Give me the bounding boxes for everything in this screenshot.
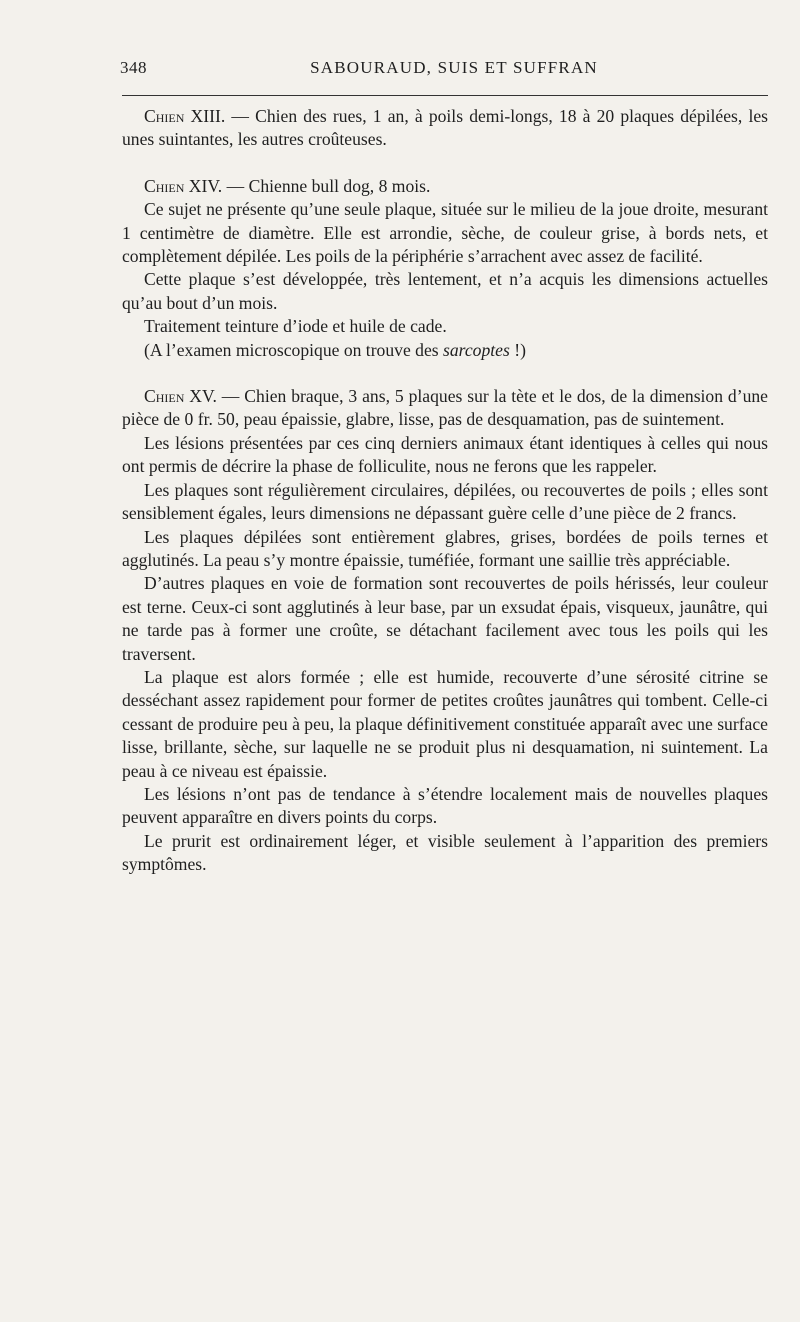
page-header — [120, 58, 768, 84]
paragraph: Les plaques sont régulièrement circulaires, dépilées, ou recouvertes de poils ; elles sont sensiblement égales, leurs dimensions ne dépassant guère celle d’une pièce de 2 francs. — [122, 479, 768, 524]
page-number: 348 — [120, 58, 147, 77]
italic-term: sarcoptes — [443, 339, 510, 360]
paragraph: Ce sujet ne présente qu’une seule plaque, située sur le milieu de la joue droite, mesurant 1 centimètre de diamètre. Elle est arrondie, sèche, de couleur grise, à bords nets, et complètement dépilée. Les poils de la périphérie s’arrachent avec assez de facilité. — [122, 199, 768, 267]
case-heading: Chien XV. — [144, 386, 217, 407]
paragraph: Traitement teinture d’iode et huile de cade. — [144, 316, 447, 337]
paragraph: D’autres plaques en voie de formation sont recouvertes de poils hérissés, leur couleur est terne. Ceux-ci sont agglutinés à leur base, par un exsudat épais, visqueux, jaunâtre, qui ne tarde pas à former une croûte, se détachant facilement avec tous les poils qui les traversent. — [122, 573, 768, 664]
paragraph: Les plaques dépilées sont entièrement glabres, grises, bordées de poils ternes et agglutinés. La peau s’y montre épaissie, tuméfiée, formant une saillie très appréciable. — [122, 526, 768, 570]
paragraph: Le prurit est ordinairement léger, et visible seulement à l’apparition des premiers symptômes. — [122, 830, 768, 875]
running-head: SABOURAUD, SUIS ET SUFFRAN — [310, 58, 598, 77]
paragraph: La plaque est alors formée ; elle est humide, recouverte d’une sérosité citrine se desséchant assez rapidement pour former de petites croûtes jaunâtres qui tombent. Celle-ci cessant de produire peu à peu, la plaque définitivement constituée apparaît avec une surface lisse, brillante, sèche, sur laquelle ne se produit plus ni desquamation, ni suintement. La peau à ce niveau est épaissie. — [122, 666, 768, 781]
case-heading: Chien XIII. — [144, 106, 226, 126]
paragraph: (A l’examen microscopique on trouve des sarcoptes !) — [144, 339, 526, 360]
page-body — [122, 105, 768, 877]
paragraph: Les lésions n’ont pas de tendance à s’étendre localement mais de nouvelles plaques peuvent apparaître en divers points du corps. — [122, 783, 768, 828]
paragraph-chien-xiv: Chien XIV. — Chienne bull dog, 8 mois. — [144, 175, 431, 196]
case-heading: Chien XIV. — [144, 175, 223, 196]
paragraph-chien-xiii: Chien XIII. — Chien des rues, 1 an, à poils demi-longs, 18 à 20 plaques dépilées, les unes suintantes, les autres croûteuses. — [122, 106, 768, 150]
paragraph-chien-xv: Chien XV. — Chien braque, 3 ans, 5 plaques sur la tète et le dos, de la dimension d’une pièce de 0 fr. 50, peau épaissie, glabre, lisse, pas de desquamation, pas de suintement. — [122, 386, 768, 430]
paragraph: Les lésions présentées par ces cinq derniers animaux étant identiques à celles qui nous ont permis de décrire la phase de folliculite, nous ne ferons que les rappeler. — [122, 432, 768, 477]
paragraph: Cette plaque s’est développée, très lentement, et n’a acquis les dimensions actuelles qu’au bout d’un mois. — [122, 269, 768, 313]
header-rule — [122, 95, 768, 96]
